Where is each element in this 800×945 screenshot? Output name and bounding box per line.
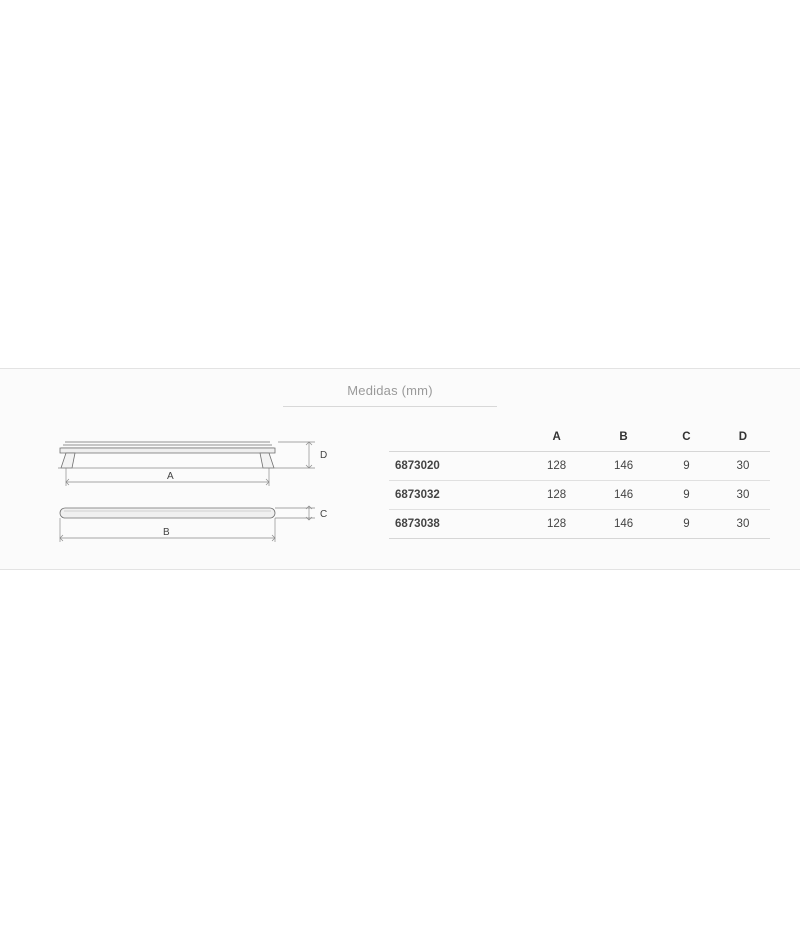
dimension-label-d: D xyxy=(320,450,328,461)
page-title: Medidas (mm) xyxy=(347,383,433,398)
table-row xyxy=(389,481,770,510)
dimension-label-b: B xyxy=(163,527,170,538)
cell-c: 9 xyxy=(657,510,716,539)
cell-d: 30 xyxy=(716,510,770,539)
cell-c: 9 xyxy=(657,481,716,510)
cell-b: 146 xyxy=(590,510,657,539)
cell-a: 128 xyxy=(523,481,590,510)
dimension-label-a: A xyxy=(167,471,174,482)
column-header-b: B xyxy=(590,425,657,452)
column-header-c: C xyxy=(657,425,716,452)
cell-b: 146 xyxy=(590,481,657,510)
handle-technical-drawing xyxy=(30,420,340,560)
column-header-reference xyxy=(389,425,523,452)
column-header-a: A xyxy=(523,425,590,452)
title-divider xyxy=(283,406,497,407)
cell-reference: 6873038 xyxy=(389,510,523,539)
cell-reference: 6873020 xyxy=(389,452,523,481)
measures-table xyxy=(389,425,770,539)
cell-a: 128 xyxy=(523,510,590,539)
dimension-label-c: C xyxy=(320,509,328,520)
cell-reference: 6873032 xyxy=(389,481,523,510)
table-row xyxy=(389,510,770,539)
cell-b: 146 xyxy=(590,452,657,481)
table-header-row xyxy=(389,425,770,452)
table-row xyxy=(389,452,770,481)
cell-a: 128 xyxy=(523,452,590,481)
cell-c: 9 xyxy=(657,452,716,481)
cell-d: 30 xyxy=(716,452,770,481)
column-header-d: D xyxy=(716,425,770,452)
cell-d: 30 xyxy=(716,481,770,510)
measures-title-container xyxy=(283,382,497,400)
